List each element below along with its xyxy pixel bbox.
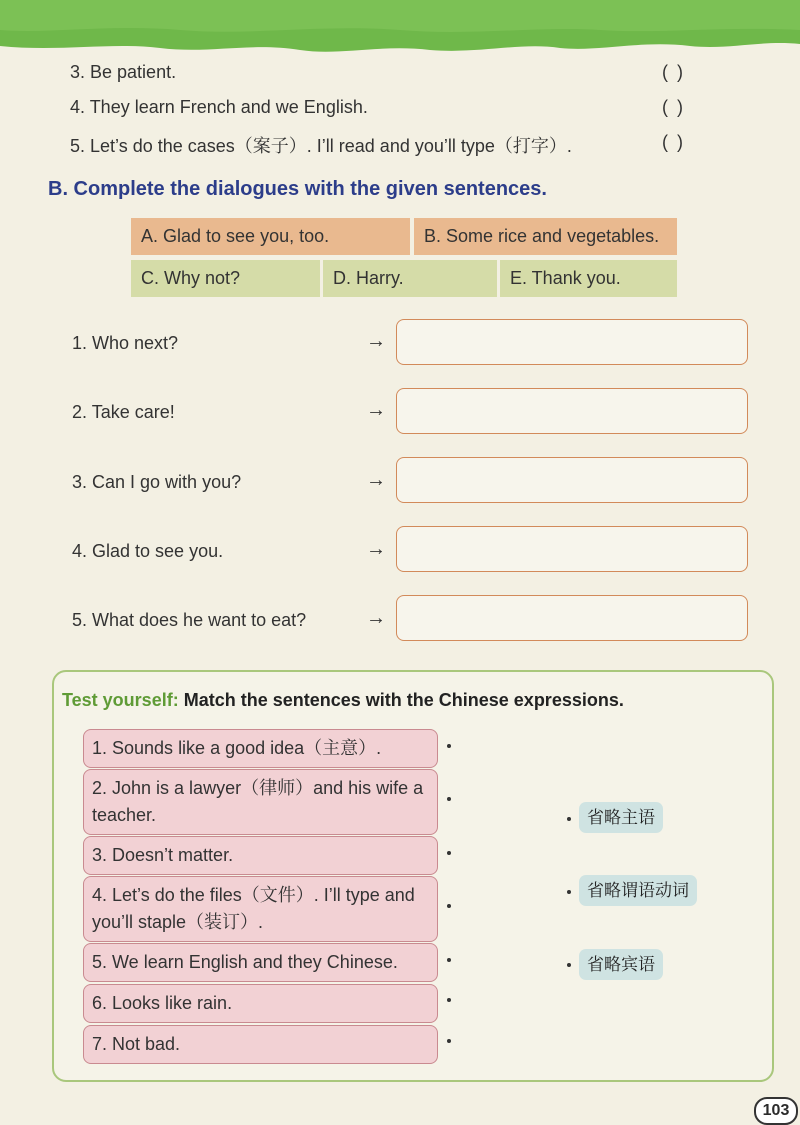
- test-yourself-title: [62, 690, 624, 711]
- option-c: C. Why not?: [131, 260, 320, 297]
- match-dot[interactable]: [567, 817, 571, 821]
- answer-box[interactable]: [396, 319, 748, 365]
- match-sentence-7: 7. Not bad.: [83, 1025, 438, 1064]
- match-sentence-5: 5. We learn English and they Chinese.: [83, 943, 438, 982]
- section-b-title: B. Complete the dialogues with the given sentences.: [48, 178, 547, 200]
- match-dot[interactable]: [567, 890, 571, 894]
- chinese-expression-2: 省略谓语动词: [579, 875, 697, 906]
- dialogue-question: 5. What does he want to eat?: [72, 610, 307, 630]
- match-sentence-3: 3. Doesn’t matter.: [83, 836, 438, 875]
- answer-box[interactable]: [396, 526, 748, 572]
- dialogue-question: 4. Glad to see you.: [72, 541, 224, 561]
- dialogue-question: 1. Who next?: [72, 333, 179, 353]
- chinese-expression-1: 省略主语: [579, 802, 663, 833]
- match-dot[interactable]: [447, 998, 451, 1002]
- option-d: D. Harry.: [323, 260, 497, 297]
- option-b: B. Some rice and vegetables.: [414, 218, 677, 255]
- test-instruction: Match the sentences with the Chinese expressions.: [183, 690, 624, 710]
- answer-parentheses[interactable]: ( ): [662, 132, 685, 152]
- match-dot[interactable]: [447, 904, 451, 908]
- match-dot[interactable]: [447, 958, 451, 962]
- option-e: E. Thank you.: [500, 260, 677, 297]
- chinese-expression-3: 省略宾语: [579, 949, 663, 980]
- part-a-item-text: 4. They learn French and we English.: [70, 97, 368, 117]
- arrow-right-icon: →: [366, 469, 386, 491]
- part-a-item-text: 3. Be patient.: [70, 62, 177, 82]
- answer-parentheses[interactable]: ( ): [662, 97, 685, 117]
- dialogue-question: 3. Can I go with you?: [72, 472, 242, 492]
- match-sentence-4: 4. Let’s do the files（文件）. I’ll type and you’ll staple（装订）.: [83, 876, 438, 942]
- match-sentence-6: 6. Looks like rain.: [83, 984, 438, 1023]
- answer-box[interactable]: [396, 457, 748, 503]
- part-a-item-text: 5. Let’s do the cases（案子）. I’ll read and you’ll type（打字）.: [70, 136, 572, 156]
- answer-parentheses[interactable]: ( ): [662, 62, 685, 82]
- option-a: A. Glad to see you, too.: [131, 218, 410, 255]
- answer-box[interactable]: [396, 388, 748, 434]
- match-dot[interactable]: [447, 744, 451, 748]
- match-sentence-1: 1. Sounds like a good idea（主意）.: [83, 729, 438, 768]
- arrow-right-icon: →: [366, 607, 386, 629]
- match-dot[interactable]: [447, 797, 451, 801]
- match-dot[interactable]: [567, 963, 571, 967]
- match-dot[interactable]: [447, 1039, 451, 1043]
- top-green-band: [0, 0, 800, 58]
- answer-box[interactable]: [396, 595, 748, 641]
- page-number: 103: [754, 1097, 798, 1125]
- arrow-right-icon: →: [366, 399, 386, 421]
- match-dot[interactable]: [447, 851, 451, 855]
- arrow-right-icon: →: [366, 330, 386, 352]
- match-sentence-2: 2. John is a lawyer（律师）and his wife a teacher.: [83, 769, 438, 835]
- arrow-right-icon: →: [366, 538, 386, 560]
- test-yourself-label: Test yourself:: [62, 690, 179, 710]
- dialogue-question: 2. Take care!: [72, 402, 175, 422]
